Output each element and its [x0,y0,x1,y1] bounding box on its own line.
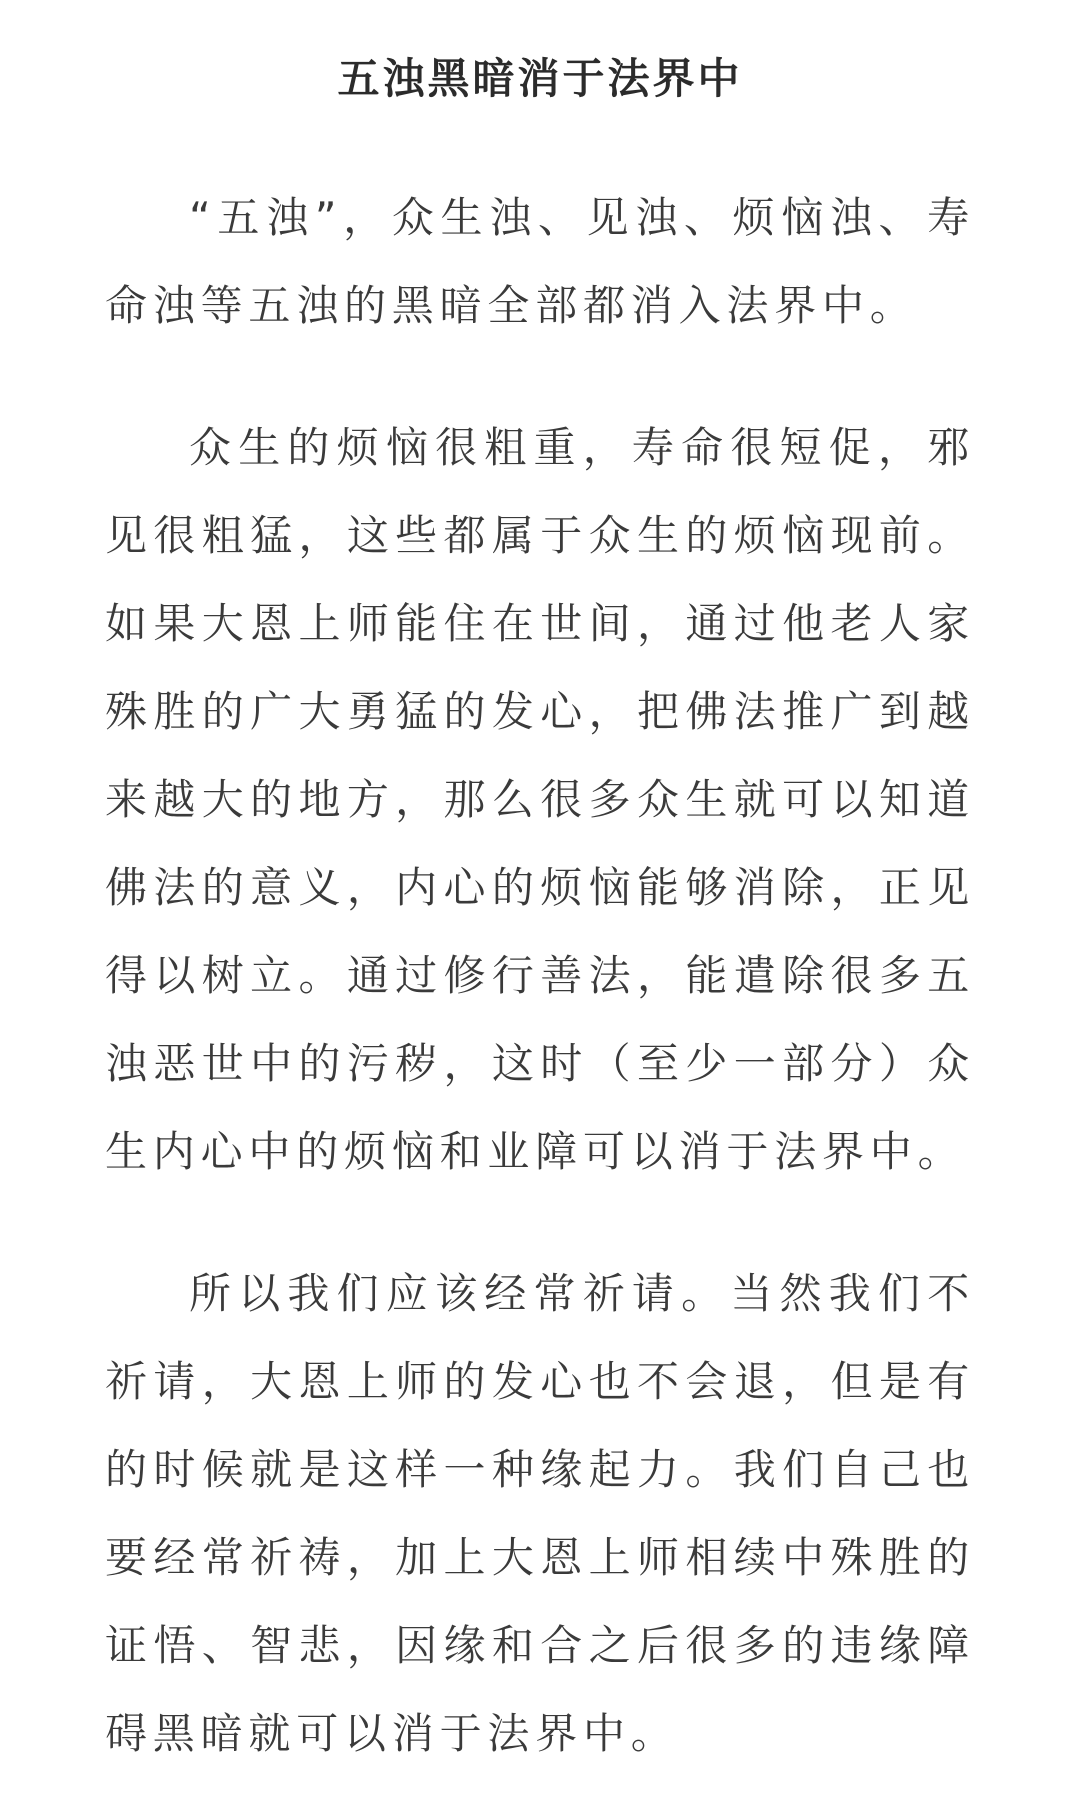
article-title: 五浊黑暗消于法界中 [337,54,743,103]
paragraph-five-turbidities: “五浊”，众生浊、见浊、烦恼浊、寿命浊等五浊的黑暗全部都消入法界中。 [105,193,975,330]
paragraph-supplication: 所以我们应该经常祈请。当然我们不祈请，大恩上师的发心也不会退，但是有的时候就是这样一种缘起力。我们自己也要经常祈祷，加上大恩上师相续中殊胜的证悟、智悲，因缘和合之后很多的违缘障碍黑暗就可以消于法界中。 [105,1269,975,1758]
paragraph-afflictions: 众生的烦恼很粗重，寿命很短促，邪见很粗猛，这些都属于众生的烦恼现前。如果大恩上师能住在世间，通过他老人家殊胜的广大勇猛的发心，把佛法推广到越来越大的地方，那么很多众生就可以知道佛法的意义，内心的烦恼能够消除，正见得以树立。通过修行善法，能遣除很多五浊恶世中的污秽，这时（至少一部分）众生内心中的烦恼和业障可以消于法界中。 [105,423,975,1176]
